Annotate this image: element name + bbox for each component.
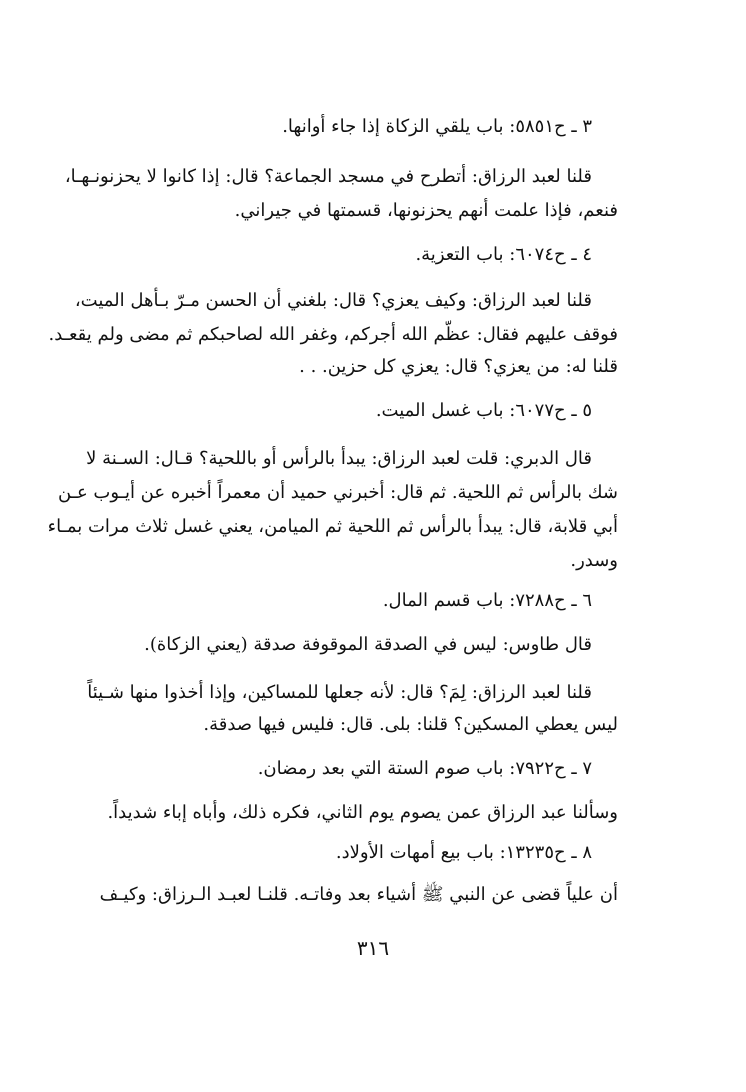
text-line: قال الدبري: قلت لعبد الرزاق: يبدأ بالرأس أو باللحية؟ قـال: السـنة لا <box>86 448 592 469</box>
text-line: أن علياً قضى عن النبي ﷺ أشياء بعد وفاتـه. قلنـا لعبـد الـرزاق: وكيـف <box>99 884 618 905</box>
section-heading-5: ٥ ـ ح٦٠٧٧: باب غسل الميت. <box>375 400 592 421</box>
text-line: قلنا لعبد الرزاق: لِمَ؟ قال: لأنه جعلها للمساكين، وإذا أخذوا منها شـيئاً <box>87 682 592 703</box>
section-heading-6: ٦ ـ ح٧٢٨٨: باب قسم المال. <box>382 590 592 611</box>
section-heading-3: ٣ ـ ح٥٨٥١: باب يلقي الزكاة إذا جاء أوانها. <box>282 116 592 137</box>
text-line: فوقف عليهم فقال: عظّم الله أجركم، وغفر الله لصاحبكم ثم مضى ولم يقعـد. <box>48 324 618 345</box>
text-line: وسدر. <box>570 550 618 571</box>
text-line: شك بالرأس ثم اللحية. ثم قال: أخبرني حميد أن معمراً أخبره عن أيـوب عـن <box>57 482 618 503</box>
text-line: فنعم، فإذا علمت أنهم يحزنونها، قسمتها في جيراني. <box>234 200 618 221</box>
text-line: أبي قلابة، قال: يبدأ بالرأس ثم اللحية ثم الميامن، يعني غسل ثلاث مرات بمـاء <box>47 516 618 537</box>
text-line: وسألنا عبد الرزاق عمن يصوم يوم الثاني، فكره ذلك، وأباه إباء شديداً. <box>107 802 618 823</box>
section-heading-8: ٨ ـ ح١٣٢٣٥: باب بيع أمهات الأولاد. <box>335 842 592 863</box>
text-line: قلنا لعبد الرزاق: وكيف يعزي؟ قال: بلغني أن الحسن مـرّ بـأهل الميت، <box>74 290 592 311</box>
page-number: ٣١٦ <box>356 936 390 960</box>
text-line: ليس يعطي المسكين؟ قلنا: بلى. قال: فليس فيها صدقة. <box>203 714 618 735</box>
text-line: قلنا لعبد الرزاق: أتطرح في مسجد الجماعة؟ قال: إذا كانوا لا يحزنونـهـا، <box>64 166 592 187</box>
text-line: قلنا له: من يعزي؟ قال: يعزي كل حزين. . . <box>299 356 618 377</box>
section-heading-4: ٤ ـ ح٦٠٧٤: باب التعزية. <box>415 244 592 265</box>
section-heading-7: ٧ ـ ح٧٩٢٢: باب صوم الستة التي بعد رمضان. <box>257 758 592 779</box>
text-line: قال طاوس: ليس في الصدقة الموقوفة صدقة (يعني الزكاة). <box>144 634 592 655</box>
